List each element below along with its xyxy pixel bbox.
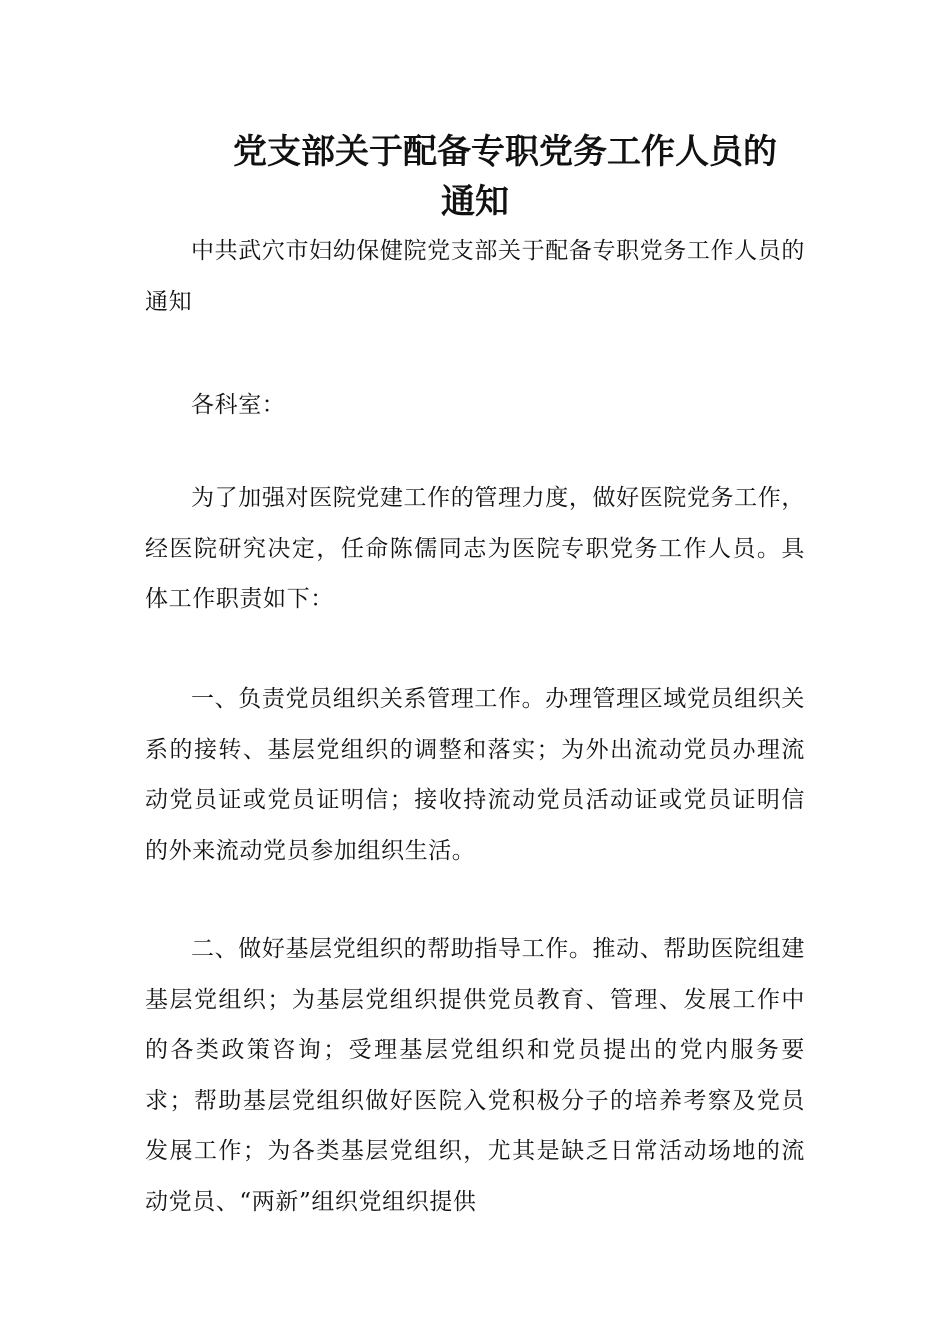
document-intro-paragraph: 为了加强对医院党建工作的管理力度，做好医院党务工作，经医院研究决定，任命陈儒同志为医院专职党务工作人员。具体工作职责如下： (145, 485, 805, 612)
document-item-1: 一、负责党员组织关系管理工作。办理管理区域党员组织关系的接转、基层党组织的调整和落实；为外出流动党员办理流动党员证或党员证明信；接收持流动党员活动证或党员证明信的外来流动党员参加组织生活。 (145, 686, 805, 864)
document-title-line-2: 通知 (441, 182, 509, 222)
document-item-2: 二、做好基层党组织的帮助指导工作。推动、帮助医院组建基层党组织；为基层党组织提供党员教育、管理、发展工作中的各类政策咨询；受理基层党组织和党员提出的党内服务要求；帮助基层党组织做好医院入党积极分子的培养考察及党员发展工作；为各类基层党组织，尤其是缺乏日常活动场地的流动党员、“两新”组织党组织提供 (145, 936, 805, 1215)
document-greeting: 各科室： (191, 392, 286, 418)
document-title-line-1: 党支部关于配备专职党务工作人员的 (233, 132, 777, 172)
document-subtitle: 中共武穴市妇幼保健院党支部关于配备专职党务工作人员的通知 (145, 238, 805, 315)
